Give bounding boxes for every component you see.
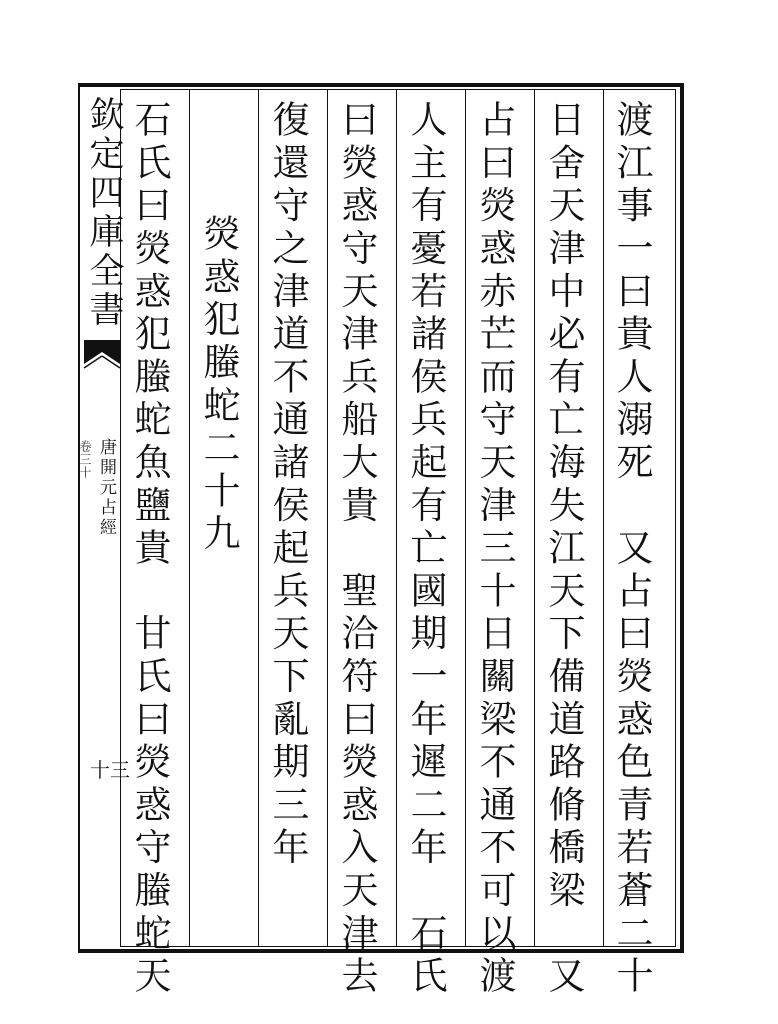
- text-column: 占曰熒惑赤芒而守天津三十日關梁不通不可以渡: [473, 100, 516, 999]
- fish-tail-ornament: [82, 338, 122, 378]
- text-column: 曰熒惑守天津兵船大貴 聖洽符曰熒惑入天津去: [335, 100, 378, 999]
- text-column: 渡江事一曰貴人溺死 又占曰熒惑色青若蒼二十: [610, 100, 653, 999]
- volume-mark: 卷三十: [78, 440, 92, 479]
- column-rule: [603, 89, 604, 947]
- text-column: 石氏曰熒惑犯螣蛇魚鹽貴 甘氏曰熒惑守螣蛇天: [128, 100, 171, 999]
- text-column: 復還守之津道不通諸侯起兵天下亂期三年: [266, 100, 309, 871]
- work-title: 唐開元占經: [96, 438, 116, 538]
- page-number: 十三: [90, 758, 130, 782]
- column-rule: [396, 89, 397, 947]
- book-title: 欽定四庫全書: [84, 96, 124, 330]
- column-rule: [465, 89, 466, 947]
- column-rule: [327, 89, 328, 947]
- column-rule: [189, 89, 190, 947]
- section-heading: 熒惑犯螣蛇二十九: [197, 214, 240, 557]
- text-column: 日舍天津中必有亡海失江天下備道路脩橋梁 又: [542, 100, 585, 999]
- text-column: 人主有憂若諸侯兵起有亡國期一年遲二年 石氏: [404, 100, 447, 999]
- column-rule: [534, 89, 535, 947]
- column-rule: [258, 89, 259, 947]
